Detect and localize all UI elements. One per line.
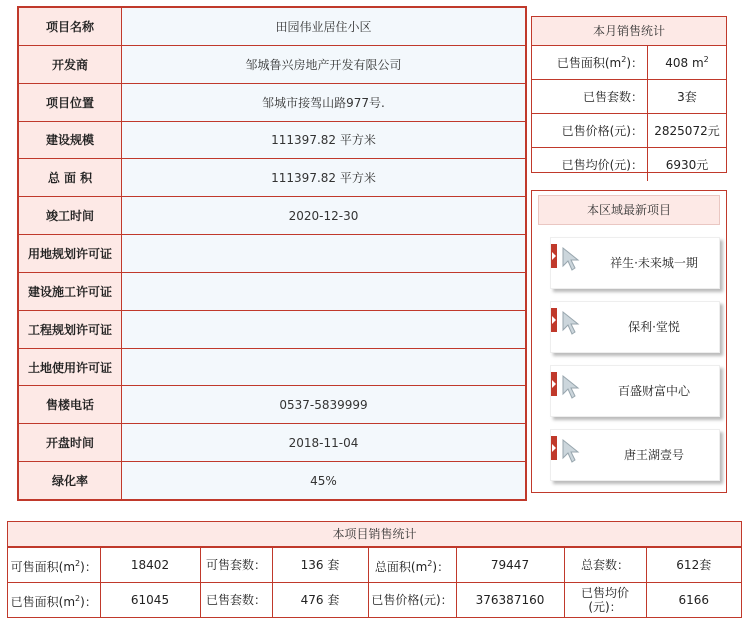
sold-count-value: 476 套 [272,583,368,618]
sold-price-value: 376387160 [456,583,564,618]
label-scale: 建设规模 [19,121,122,159]
nearby-project-name: 百盛财富中心 [617,384,690,398]
available-count-label: 可售套数： [200,548,272,583]
value-engineering-permit [122,310,526,348]
monthly-row-area [532,46,726,80]
sold-price-label: 已售价格(元)： [368,583,456,618]
nearby-project-name: 祥生·未来城一期 [610,256,698,270]
sold-count-label: 已售套数： [200,583,272,618]
available-count-value: 136 套 [272,548,368,583]
marker-icon [551,244,557,268]
monthly-count-value: 3套 [648,80,727,114]
row-engineering-permit [19,310,526,348]
value-sales-phone: 0537-5839999 [122,386,526,424]
row-developer [19,45,526,83]
monthly-sales-table [532,46,726,181]
sales-row-available [8,548,741,583]
value-construction-permit [122,272,526,310]
row-completion [19,197,526,235]
nearby-project-link[interactable] [550,301,720,353]
monthly-sales-panel [531,16,727,173]
monthly-avg-label: 已售均价(元)： [532,148,648,182]
sold-area-value: 61045 [100,583,200,618]
project-info-panel [17,6,527,501]
pointer-icon [561,438,583,464]
nearby-project-link[interactable] [550,237,720,289]
marker-icon [551,436,557,460]
monthly-price-value: 2825072元 [648,114,727,148]
project-info-table [18,7,526,500]
label-land-plan-permit: 用地规划许可证 [19,235,122,273]
value-location: 邹城市接驾山路977号. [122,83,526,121]
total-area-label: 总面积$(m^2)$： [368,548,456,583]
row-project-name [19,8,526,46]
project-sales-table [8,547,741,617]
row-green-rate [19,462,526,500]
label-green-rate: 绿化率 [19,462,122,500]
label-opening-date: 开盘时间 [19,424,122,462]
available-area-label: 可售面积$(m^2)$： [8,548,100,583]
total-area-value: 79447 [456,548,564,583]
pointer-icon [561,310,583,336]
row-construction-permit [19,272,526,310]
label-construction-permit: 建设施工许可证 [19,272,122,310]
nearby-projects-title: 本区域最新项目 [538,195,720,225]
pointer-icon [561,374,583,400]
project-sales-panel [7,521,742,618]
value-opening-date: 2018-11-04 [122,424,526,462]
value-developer: 邹城鲁兴房地产开发有限公司 [122,45,526,83]
value-land-plan-permit [122,235,526,273]
row-total-area [19,159,526,197]
value-total-area: 111397.82 平方米 [122,159,526,197]
label-land-use-permit: 土地使用许可证 [19,348,122,386]
project-sales-title: 本项目销售统计 [8,522,741,547]
value-completion: 2020-12-30 [122,197,526,235]
monthly-row-price [532,114,726,148]
pointer-icon [561,246,583,272]
monthly-price-label: 已售价格(元)： [532,114,648,148]
monthly-area-value: 408 $m^2$ [665,55,709,70]
nearby-projects-panel [531,190,727,493]
label-developer: 开发商 [19,45,122,83]
row-opening-date [19,424,526,462]
row-scale [19,121,526,159]
label-sales-phone: 售楼电话 [19,386,122,424]
monthly-avg-value: 6930元 [648,148,727,182]
available-area-value: 18402 [100,548,200,583]
label-completion: 竣工时间 [19,197,122,235]
label-engineering-permit: 工程规划许可证 [19,310,122,348]
total-count-label: 总套数： [564,548,646,583]
monthly-area-label: 已售面积$(m^2)$： [532,46,648,80]
row-sales-phone [19,386,526,424]
monthly-count-label: 已售套数： [532,80,648,114]
sold-area-label: 已售面积$(m^2)$： [8,583,100,618]
marker-icon [551,308,557,332]
row-land-plan-permit [19,235,526,273]
sales-row-sold [8,583,741,618]
nearby-project-name: 保利·堂悦 [628,320,680,334]
value-scale: 111397.82 平方米 [122,121,526,159]
value-green-rate: 45% [122,462,526,500]
marker-icon [551,372,557,396]
row-land-use-permit [19,348,526,386]
label-total-area: 总 面 积 [19,159,122,197]
value-land-use-permit [122,348,526,386]
nearby-project-link[interactable] [550,365,720,417]
sold-avg-value: 6166 [646,583,741,618]
row-location [19,83,526,121]
label-location: 项目位置 [19,83,122,121]
monthly-sales-title: 本月销售统计 [532,17,726,46]
total-count-value: 612套 [646,548,741,583]
value-project-name: 田园伟业居住小区 [122,8,526,46]
label-project-name: 项目名称 [19,8,122,46]
nearby-project-link[interactable] [550,429,720,481]
sold-avg-label: 已售均价(元)： [564,583,646,618]
nearby-project-name: 唐王湖壹号 [623,448,684,462]
monthly-row-avg [532,148,726,182]
monthly-row-count [532,80,726,114]
